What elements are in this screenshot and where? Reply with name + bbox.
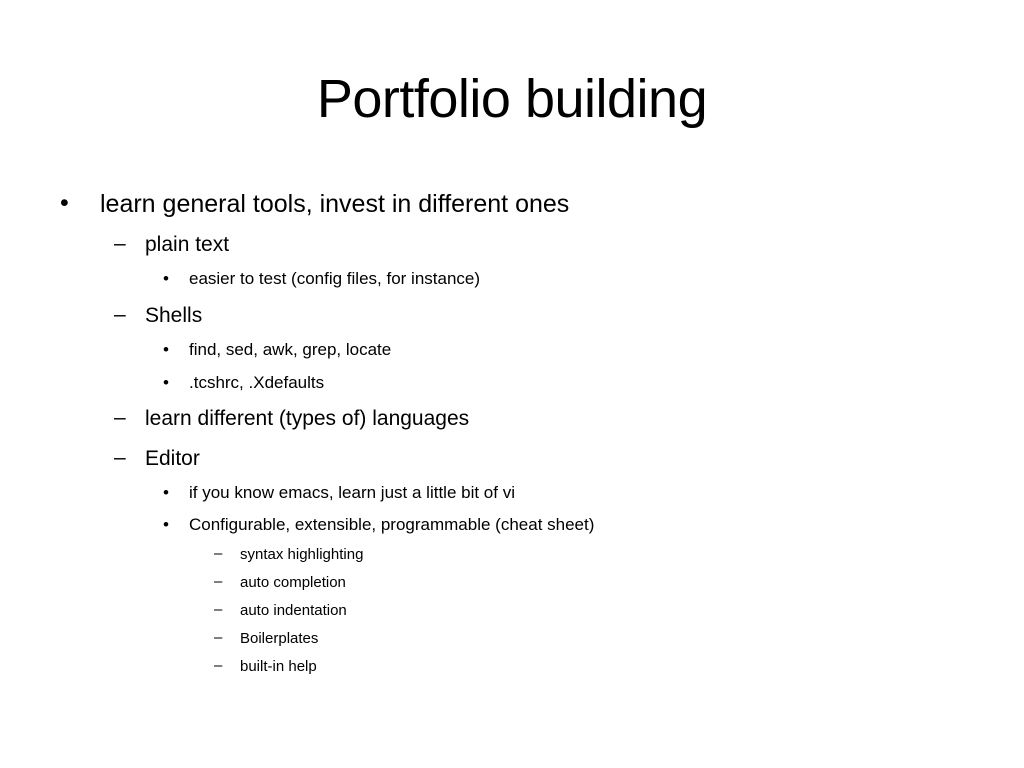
- bullet-item-level2: [114, 446, 200, 472]
- bullet-text: auto completion: [240, 574, 346, 591]
- bullet-item-level3: [163, 372, 325, 394]
- dash-marker: –: [214, 545, 223, 562]
- slide-title: Portfolio building: [316, 69, 708, 129]
- bullet-text: find, sed, awk, grep, locate: [189, 340, 392, 359]
- bullet-item-level4: [214, 601, 347, 621]
- bullet-text: plain text: [145, 233, 230, 256]
- bullet-text: learn general tools, invest in different ones: [100, 190, 570, 218]
- bullet-text: learn different (types of) languages: [145, 407, 470, 430]
- bullet-text: Shells: [145, 304, 203, 327]
- bullet-item-level3: [163, 482, 515, 504]
- bullet-item-level2: [114, 232, 230, 258]
- bullet-text: if you know emacs, learn just a little bit of vi: [189, 483, 515, 502]
- bullet-item-level4: [214, 629, 319, 649]
- dash-marker: –: [214, 573, 223, 590]
- bullet-text: Boilerplates: [240, 630, 319, 647]
- bullet-marker: •: [163, 483, 169, 502]
- bullet-marker: •: [163, 373, 169, 392]
- bullet-text: easier to test (config files, for instance): [189, 269, 481, 288]
- bullet-item-level4: [214, 657, 317, 677]
- bullet-text: built-in help: [240, 658, 317, 675]
- bullet-item-level4: [214, 545, 364, 565]
- bullet-item-level2: [114, 406, 470, 432]
- dash-marker: –: [214, 629, 223, 646]
- bullet-marker: •: [163, 340, 169, 359]
- bullet-marker: •: [163, 269, 169, 288]
- bullet-item-level4: [214, 573, 346, 593]
- bullet-item-level3: [163, 268, 481, 290]
- dash-marker: –: [114, 406, 126, 429]
- bullet-marker: •: [60, 189, 69, 217]
- dash-marker: –: [114, 446, 126, 469]
- bullet-item-level3: [163, 514, 595, 536]
- bullet-text: Editor: [145, 447, 200, 470]
- bullet-item-level2: [114, 303, 203, 329]
- dash-marker: –: [214, 657, 223, 674]
- bullet-item-level1: [60, 189, 570, 219]
- dash-marker: –: [114, 232, 126, 255]
- bullet-text: auto indentation: [240, 602, 347, 619]
- bullet-text: syntax highlighting: [240, 546, 364, 563]
- dash-marker: –: [214, 601, 223, 618]
- dash-marker: –: [114, 303, 126, 326]
- bullet-text: Configurable, extensible, programmable (cheat sheet): [189, 515, 595, 534]
- bullet-text: .tcshrc, .Xdefaults: [189, 373, 325, 392]
- bullet-marker: •: [163, 515, 169, 534]
- bullet-item-level3: [163, 339, 392, 361]
